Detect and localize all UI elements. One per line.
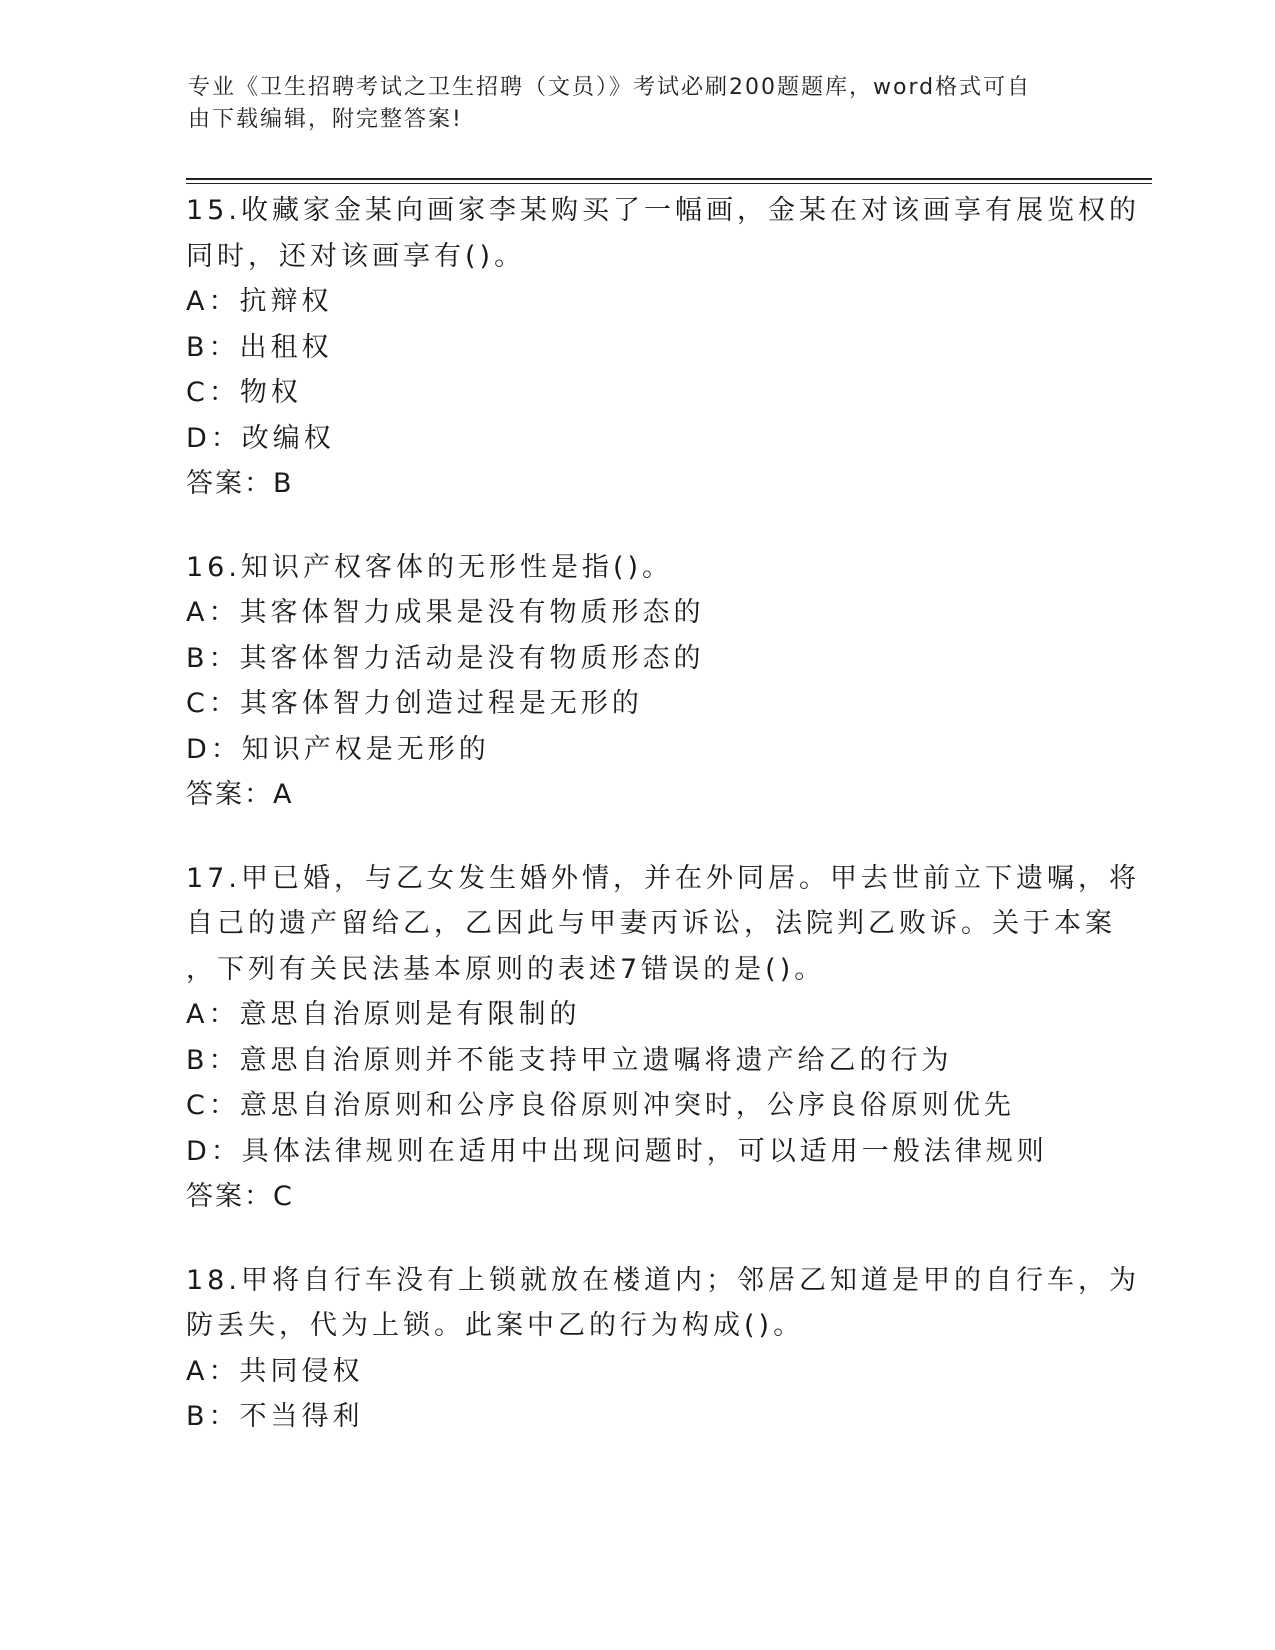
question-15 — [186, 188, 1140, 507]
header-line-1: 专业《卫生招聘考试之卫生招聘（文员）》考试必刷200题题库，word格式可自 — [188, 75, 1032, 100]
question-18 — [186, 1258, 1140, 1440]
question-stem-line: ，下列有关民法基本原则的表述7错误的是()。 — [186, 953, 826, 985]
option-c: C：物权 — [186, 377, 302, 408]
answer-label: 答案：B — [186, 468, 294, 499]
option-c: C：意思自治原则和公序良俗原则冲突时，公序良俗原则优先 — [186, 1090, 1015, 1121]
header-divider-thin — [186, 183, 1152, 184]
answer-label: 答案：A — [186, 779, 294, 810]
question-stem-line: 16.知识产权客体的无形性是指()。 — [186, 551, 674, 583]
question-stem-line: 18.甲将自行车没有上锁就放在楼道内；邻居乙知道是甲的自行车，为 — [186, 1264, 1140, 1296]
option-a: A：抗辩权 — [186, 286, 333, 317]
question-16 — [186, 545, 1086, 818]
header-divider-thick — [186, 178, 1152, 180]
option-c: C：其客体智力创造过程是无形的 — [186, 688, 643, 719]
option-a: A：意思自治原则是有限制的 — [186, 999, 581, 1030]
question-stem-line: 防丢失，代为上锁。此案中乙的行为构成()。 — [186, 1310, 805, 1341]
option-a: A：其客体智力成果是没有物质形态的 — [186, 597, 705, 628]
question-stem-line: 自己的遗产留给乙，乙因此与甲妻丙诉讼，法院判乙败诉。关于本案 — [186, 908, 1116, 939]
question-stem-line: 同时，还对该画享有()。 — [186, 240, 526, 272]
question-list — [186, 188, 1140, 1478]
option-d: D：知识产权是无形的 — [186, 733, 490, 765]
question-stem-line: 15.收藏家金某向画家李某购买了一幅画，金某在对该画享有展览权的 — [186, 195, 1140, 226]
document-header — [188, 72, 1088, 136]
option-b: B：意思自治原则并不能支持甲立遗嘱将遗产给乙的行为 — [186, 1044, 953, 1076]
header-line-2: 由下载编辑，附完整答案! — [188, 107, 463, 132]
question-17 — [186, 856, 1140, 1220]
option-b: B：其客体智力活动是没有物质形态的 — [186, 642, 705, 674]
option-a: A：共同侵权 — [186, 1355, 364, 1387]
option-d: D：具体法律规则在适用中出现问题时，可以适用一般法律规则 — [186, 1135, 1048, 1167]
option-d: D：改编权 — [186, 422, 335, 454]
answer-label: 答案：C — [186, 1181, 294, 1212]
question-stem-line: 17.甲已婚，与乙女发生婚外情，并在外同居。甲去世前立下遗嘱，将 — [186, 862, 1140, 894]
option-b: B：不当得利 — [186, 1401, 364, 1432]
option-b: B：出租权 — [186, 331, 333, 363]
